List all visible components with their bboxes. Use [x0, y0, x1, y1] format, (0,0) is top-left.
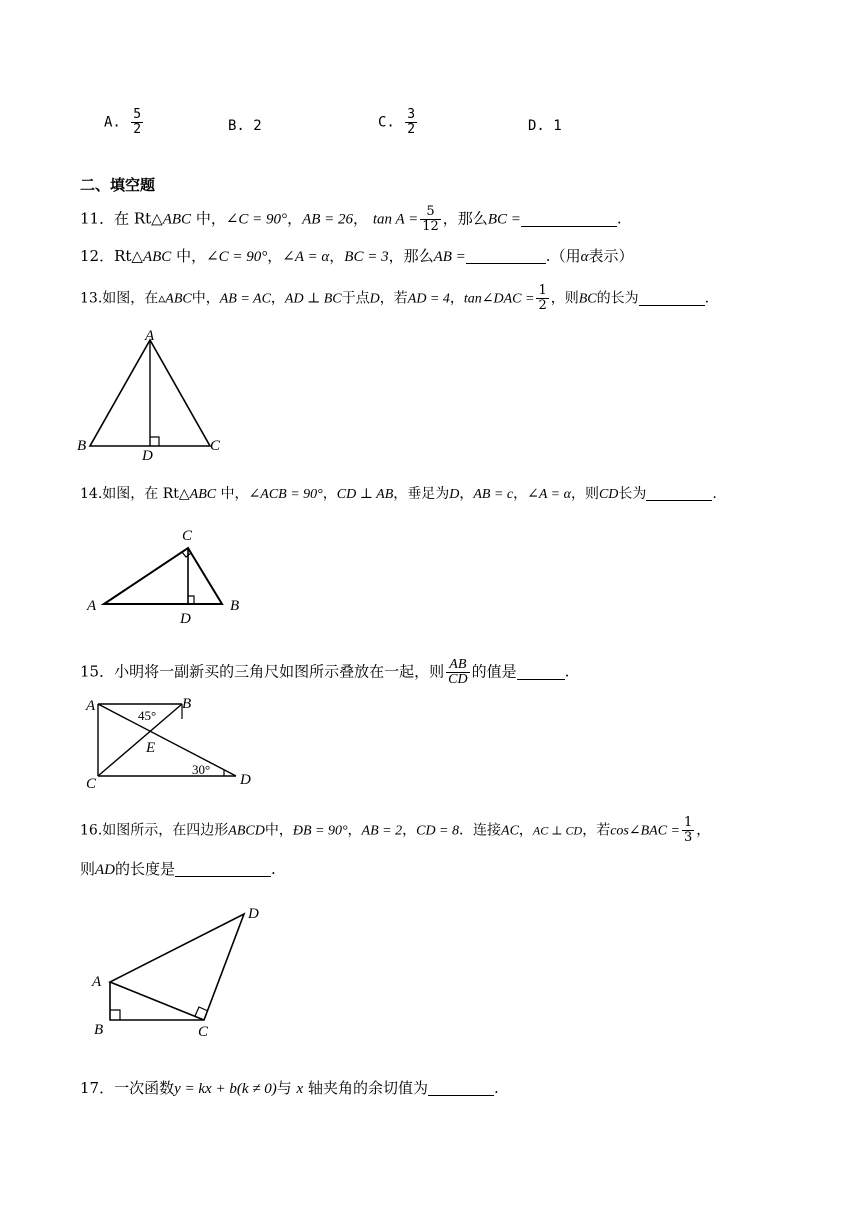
answer-blank-13[interactable]: [639, 289, 705, 306]
fig16-label-c: C: [198, 1024, 209, 1040]
option-c-fraction: $\frac{3}{2}$: [407, 107, 416, 137]
fig15-angle-45: 45°: [138, 708, 157, 723]
answer-blank-15[interactable]: [517, 663, 565, 680]
fig13-label-c: C: [210, 438, 221, 454]
answer-blank-11[interactable]: [521, 210, 617, 227]
option-d-label: D.: [528, 118, 545, 134]
figure-16-quadrilateral: [80, 898, 280, 1044]
figure-14-right-triangle: [82, 522, 252, 628]
fig15-label-a: A: [86, 698, 96, 714]
section-title: 二、填空题: [80, 176, 156, 194]
fig15-label-d: D: [240, 772, 251, 788]
option-a: [104, 108, 145, 137]
fig14-label-c: C: [182, 528, 193, 544]
figure-15-set-squares: [80, 692, 260, 796]
fig15-label-c: C: [86, 776, 97, 792]
fig15-label-e: E: [146, 740, 156, 756]
option-b: [228, 118, 262, 134]
option-a-fraction: $\frac{5}{2}$: [133, 107, 142, 137]
answer-blank-16[interactable]: [175, 860, 271, 877]
answer-blank-17[interactable]: [428, 1079, 494, 1096]
question-17: 17．一次函数y = kx + b(k ≠ 0)与 x 轴夹角的余切值为 .: [80, 1079, 499, 1097]
fig14-label-b: B: [230, 598, 240, 614]
fig16-label-a: A: [92, 974, 102, 990]
figure-13-isosceles-triangle: [70, 326, 240, 462]
option-b-label: B.: [228, 118, 245, 134]
fig14-label-d: D: [180, 611, 191, 627]
option-a-label: A.: [104, 114, 121, 131]
q16-fraction: $\frac{1}{3}$: [683, 815, 693, 845]
q13-fraction: $\frac{1}{2}$: [538, 283, 547, 313]
option-d-value: 1: [553, 118, 562, 134]
fig13-label-d: D: [142, 448, 153, 462]
fig16-label-d: D: [248, 906, 259, 922]
option-c-label: C.: [378, 114, 395, 131]
fig15-angle-30: 30°: [192, 762, 211, 777]
question-13: 13.如图，在▵ABC中，AB = AC，AD ⊥ BC于点D，若AD = 4，tan∠DAC = $\frac{1}{2}$ ，则BC的长为 .: [80, 283, 710, 313]
option-b-value: 2: [253, 118, 262, 134]
question-11: 11．在 Rt△ABC 中，∠C = 90°，AB = 26， tan A = $\frac{5}{12}$ ，那么BC = .: [80, 204, 622, 234]
fig13-label-b: B: [77, 438, 87, 454]
question-12: 12．Rt△ABC 中，∠C = 90°，∠A = α，BC = 3，那么AB = .（用α表示）: [80, 247, 634, 265]
answer-blank-12[interactable]: [466, 247, 546, 264]
question-15: 15．小明将一副新买的三角尺如图所示叠放在一起，则 $\frac{AB}{CD}$ 的值是 .: [80, 657, 570, 687]
fig13-label-a: A: [145, 328, 155, 344]
q11-fraction: $\frac{5}{12}$: [422, 204, 439, 234]
fig16-label-b: B: [94, 1022, 104, 1038]
option-d: [528, 118, 562, 134]
fig15-label-b: B: [182, 696, 192, 712]
question-14: 14.如图，在 Rt△ABC 中，∠ACB = 90°，CD ⊥ AB，垂足为D，AB = c，∠A = α，则CD长为 .: [80, 486, 717, 502]
question-16: 16.如图所示，在四边形ABCD中，ÐB = 90°，AB = 2，CD = 8．连接AC，AC ⊥ CD，若cos∠BAC = $\frac{1}{3}$ ，: [80, 815, 711, 845]
question-16-line-2: 则AD的长度是 .: [80, 860, 276, 878]
option-c: [378, 108, 419, 137]
fig14-label-a: A: [87, 598, 97, 614]
answer-blank-14[interactable]: [646, 484, 712, 501]
q15-fraction: $\frac{AB}{CD}$: [448, 657, 468, 687]
